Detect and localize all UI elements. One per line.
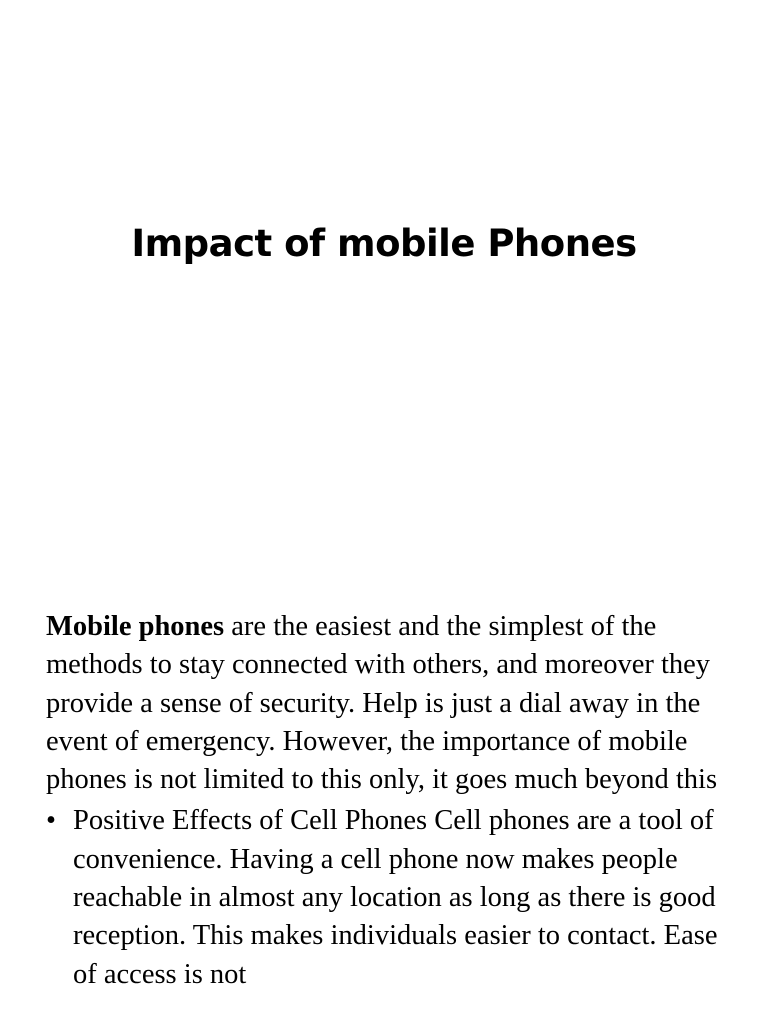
slide-title: Impact of mobile Phones: [131, 222, 637, 265]
slide-body: [46, 608, 736, 994]
intro-paragraph: [46, 608, 736, 799]
bullet-text: Positive Effects of Cell Phones Cell phones are a tool of convenience. Having a cell phone now makes people reachable in almost any location as long as there is good reception. This makes individuals easier to contact. Ease of access is not: [73, 805, 718, 990]
intro-text: are the easiest and the simplest of the methods to stay connected with others, and moreover they provide a sense of security. Help is just a dial away in the event of emergency. However, the importance of mobile phones is not limited to this only, it goes much beyond this: [46, 611, 718, 796]
bullet-icon: •: [46, 805, 56, 837]
intro-bold-lead: Mobile phones: [46, 611, 225, 642]
bullet-list: [46, 802, 736, 993]
bullet-item: [46, 802, 736, 993]
